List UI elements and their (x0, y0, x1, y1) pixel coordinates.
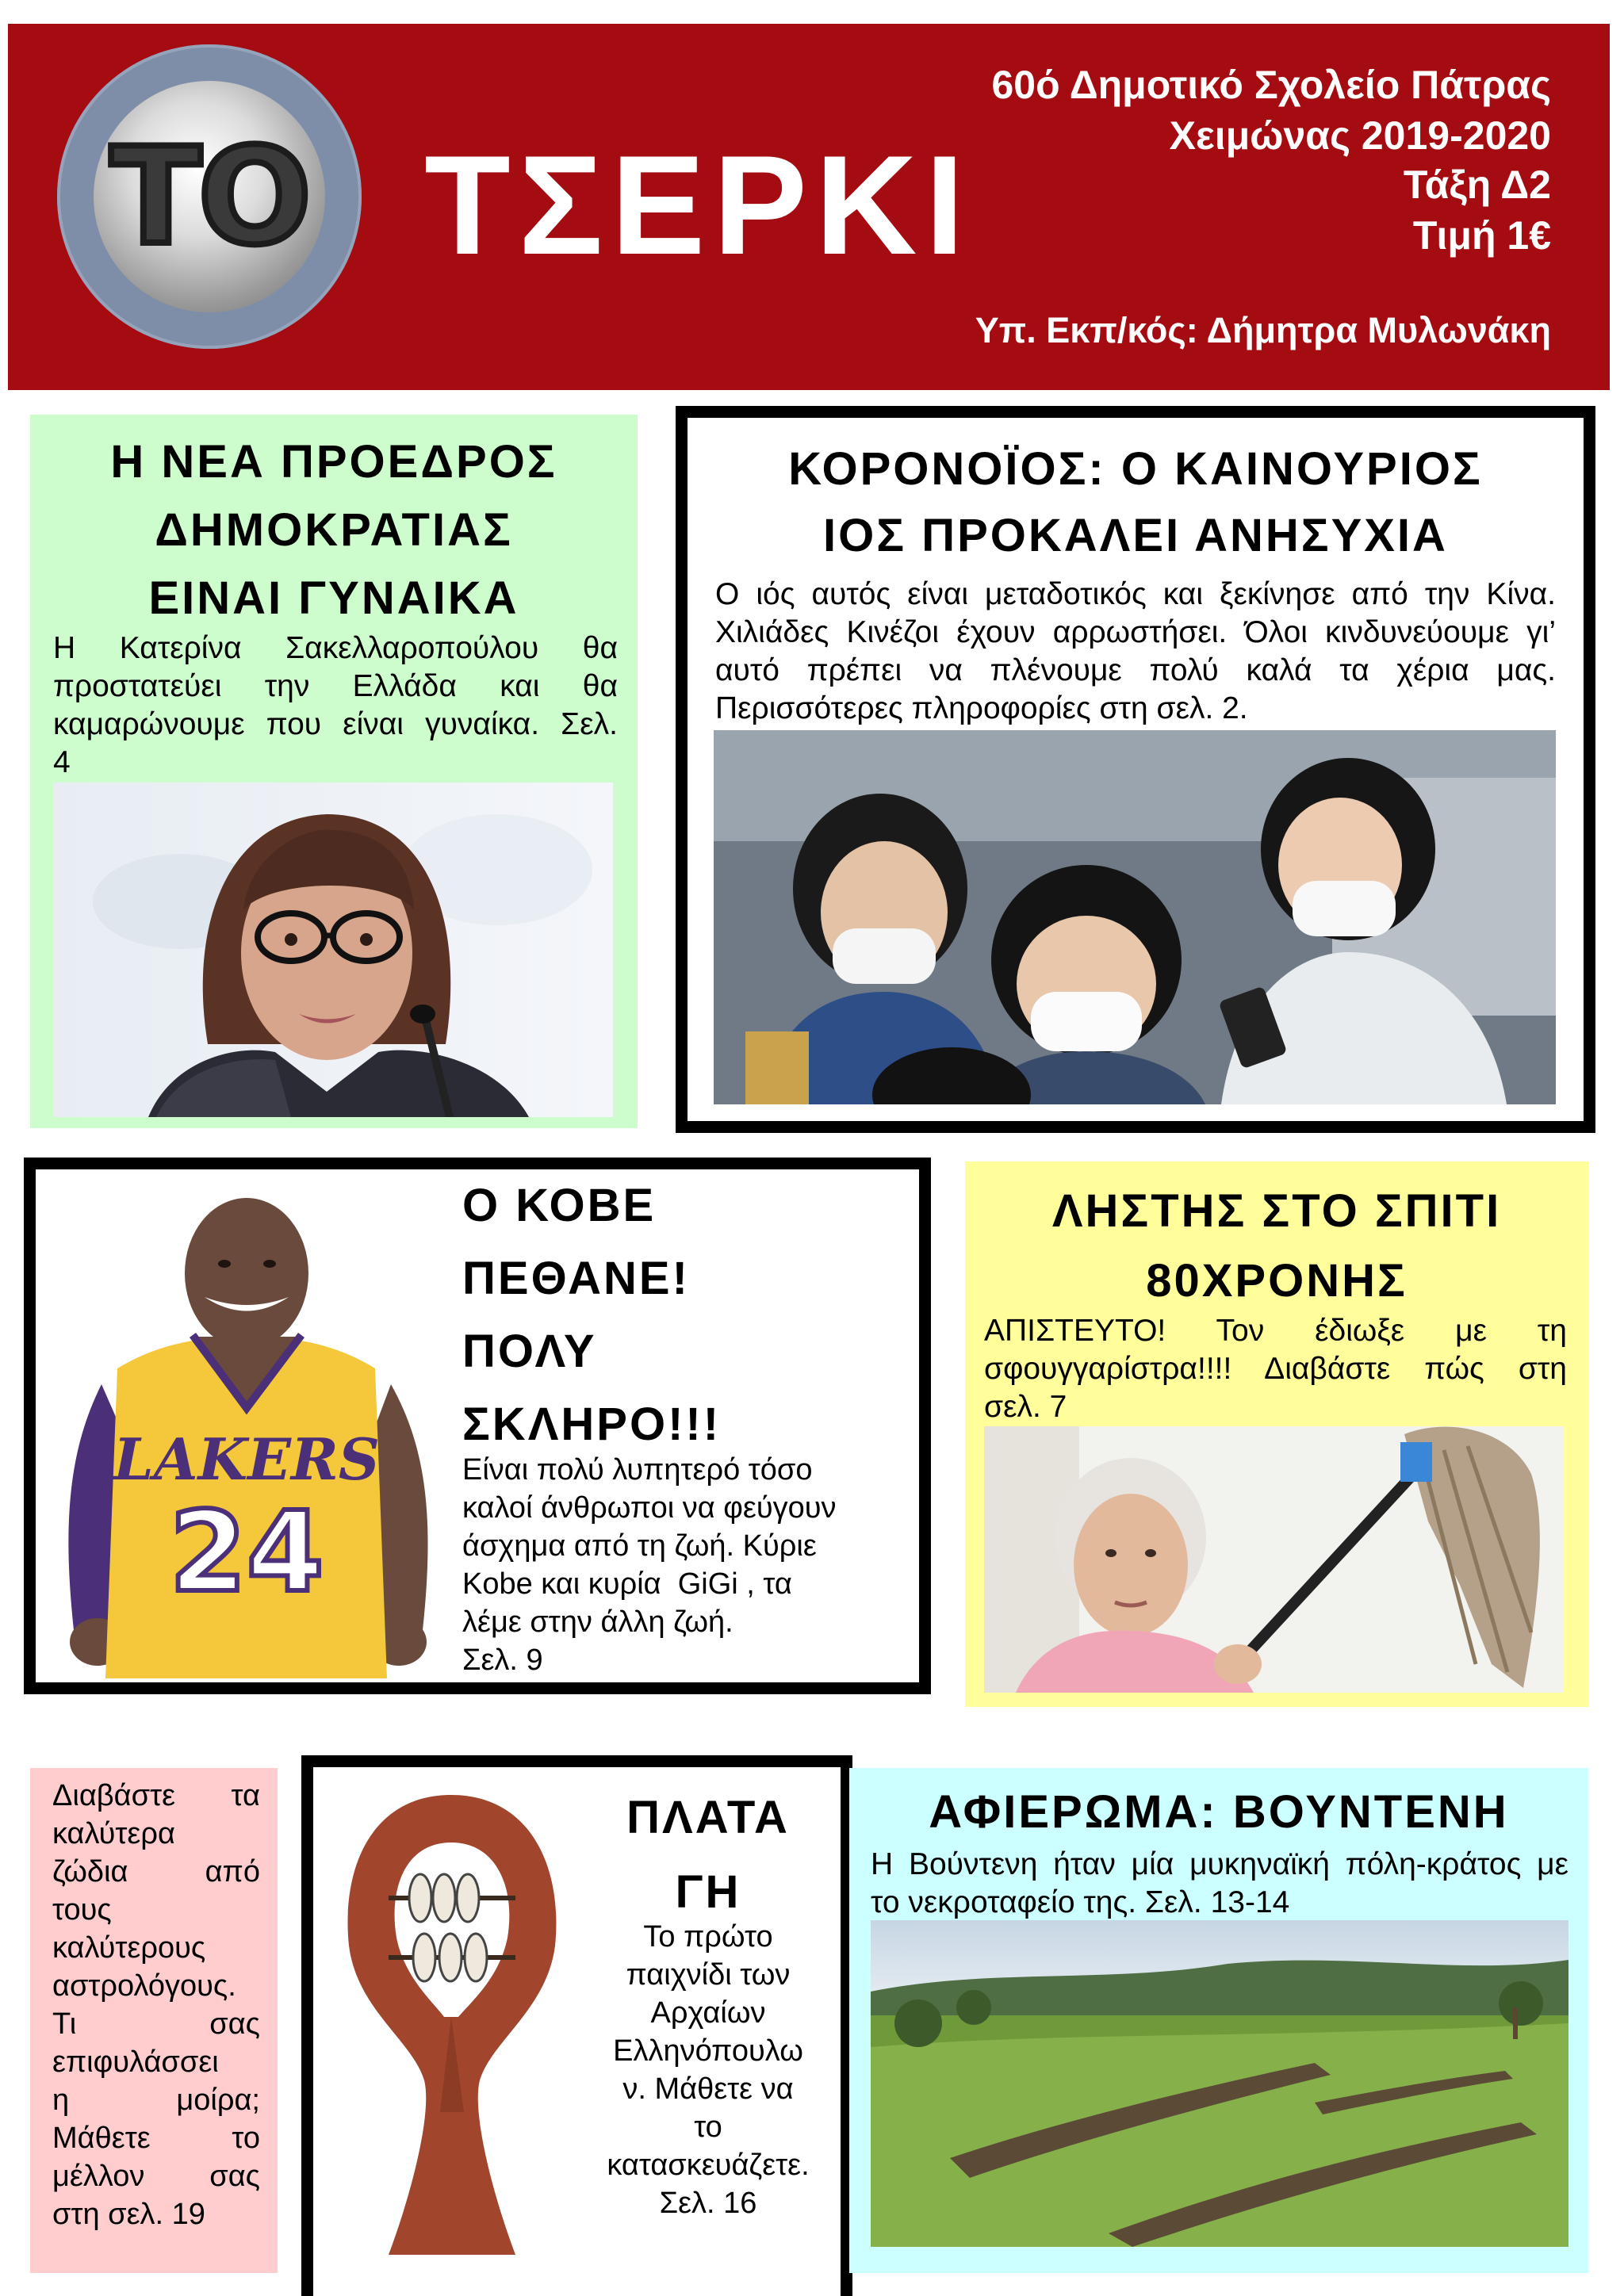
text-line: ΑΠΙΣΤΕΥΤΟ! Τον έδιωξε με τη (984, 1314, 1567, 1348)
headline-line: ΓΗ (675, 1866, 741, 1918)
price-label: Τιμή 1€ (1412, 213, 1551, 258)
class-label: Τάξη Δ2 (1403, 163, 1551, 207)
headline-line: ΠΛΑΤΑ (626, 1792, 790, 1843)
headline-line: ΙΟΣ ΠΡΟΚΑΛΕΙ ΑΝΗΣΥΧΙΑ (823, 510, 1448, 561)
jersey-brand: LAKERS (113, 1425, 380, 1493)
text-line: κατασκευάζετε. (607, 2149, 810, 2182)
article-coronavirus-headline (676, 436, 1595, 569)
headline-line: Ο ΚΟΒΕ (462, 1180, 657, 1231)
text-line: το νεκροταφείο της. Σελ. 13-14 (871, 1885, 1290, 1919)
zodiac-page-ref: στη σελ. 19 (52, 2198, 205, 2231)
text-line: επιφυλάσσει (52, 2045, 219, 2079)
platagi-toy-photo (325, 1779, 577, 2296)
text-line: λέμε στην άλλη ζωή. (462, 1605, 733, 1639)
article-platagi-headline (577, 1781, 839, 1930)
grandmother-mop-photo (984, 1426, 1563, 1693)
text-line: προστατεύει την Ελλάδα και θα (53, 669, 618, 703)
headline-line: ΠΟΛΥ (462, 1326, 597, 1377)
text-line: παιχνίδι των (626, 1958, 791, 1992)
text-line: 4 (53, 745, 71, 779)
text-line: τους (52, 1893, 112, 1927)
text-line: Σελ. 16 (659, 2187, 757, 2220)
text-line: Τι σας (52, 2007, 260, 2041)
article-zodiac-text (52, 1777, 260, 2195)
president-photo (53, 783, 613, 1117)
article-platagi-text (577, 1918, 839, 2222)
school-name: 60ό Δημοτικό Σχολείο Πάτρας (991, 63, 1551, 107)
headline-line: ΛΗΣΤΗΣ ΣΤΟ ΣΠΙΤΙ (1051, 1185, 1502, 1237)
article-kobe-headline (462, 1169, 891, 1461)
text-line: αυτό πρέπει να πλένουμε πολύ καλά τα χέρια μας. (715, 653, 1556, 687)
text-line: αστρολόγους. (52, 1969, 236, 2003)
issue-season: Χειμώνας 2019-2020 (1169, 113, 1551, 158)
article-kobe-text (462, 1451, 859, 1679)
headline-line: ΕΙΝΑΙ ΓΥΝΑΙΚΑ (148, 572, 519, 624)
headline-line: ΚΟΡΟΝΟΪΟΣ: Ο ΚΑΙΝΟΥΡΙΟΣ (788, 443, 1483, 495)
text-line: σελ. 7 (984, 1390, 1067, 1424)
headline-line: Η ΝΕΑ ΠΡΟΕΔΡΟΣ (110, 436, 557, 488)
text-line: καλοί άνθρωποι να φεύγουν (462, 1491, 837, 1525)
text-line: μέλλον σας (52, 2160, 260, 2193)
text-line: Η Κατερίνα Σακελλαροπούλου θα (53, 631, 618, 665)
text-line: σφουγγαρίστρα!!!! Διαβάστε πώς στη (984, 1352, 1567, 1386)
text-line: η μοίρα; (52, 2084, 260, 2117)
article-vounteni-text (871, 1846, 1568, 1922)
text-line: ζώδια από (52, 1855, 260, 1888)
headline-line: ΠΕΘΑΝΕ! (462, 1253, 690, 1304)
text-line: καλύτερα (52, 1817, 175, 1850)
text-line: καμαρώνουμε που είναι γυναίκα. Σελ. (53, 707, 618, 741)
article-president-headline (30, 428, 638, 633)
newspaper-title: ΤΣΕΡΚΙ (424, 126, 972, 284)
text-line: καλύτερους (52, 1931, 206, 1965)
text-line: Περισσότερες πληροφορίες στη σελ. 2. (715, 691, 1248, 725)
headline-line: ΣΚΛΗΡΟ!!! (462, 1399, 722, 1450)
kobe-photo (54, 1186, 440, 1678)
text-line: ν. Μάθετε να (622, 2072, 794, 2106)
headline-line: 80ΧΡΟΝΗΣ (1146, 1255, 1408, 1307)
text-line: Kobe και κυρία GiGi , τα (462, 1567, 792, 1601)
text-line: Ελληνόπουλω (613, 2034, 803, 2068)
text-line: άσχημα από τη ζωή. Κύριε (462, 1529, 817, 1563)
text-line: Η Βούντενη ήταν μία μυκηναϊκή πόλη-κράτος με (871, 1847, 1568, 1881)
text-line: Σελ. 9 (462, 1644, 543, 1677)
jersey-number: 24 (169, 1488, 324, 1617)
article-coronavirus-text (715, 576, 1556, 728)
article-president-text (53, 629, 618, 782)
text-line: Είναι πολύ λυπητερό τόσο (462, 1453, 813, 1487)
article-vounteni-headline: ΑΦΙΕΡΩΜΑ: ΒΟΥΝΤΕΝΗ (929, 1786, 1509, 1838)
article-robber-text (984, 1312, 1567, 1426)
article-robber-headline (965, 1177, 1588, 1316)
text-line: Χιλιάδες Κινέζοι έχουν αρρωστήσει. Όλοι κινδυνεύουμε γι’ (715, 615, 1556, 649)
text-line: το (694, 2110, 722, 2144)
vounteni-site-photo (871, 1920, 1568, 2247)
text-line: Ο ιός αυτός είναι μεταδοτικός και ξεκίνησε από την Κίνα. (715, 577, 1556, 611)
text-line: Το πρώτο (643, 1920, 773, 1954)
coronavirus-photo (714, 730, 1556, 1104)
headline-line: ΔΗΜΟΚΡΑΤΙΑΣ (155, 504, 513, 556)
logo-text: TO (110, 119, 308, 274)
teacher-label: Υπ. Εκπ/κός: Δήμητρα Μυλωνάκη (975, 310, 1551, 350)
text-line: Μάθετε το (52, 2122, 260, 2155)
text-line: Αρχαίων (650, 1996, 766, 2030)
text-line: Διαβάστε τα (52, 1779, 260, 1812)
